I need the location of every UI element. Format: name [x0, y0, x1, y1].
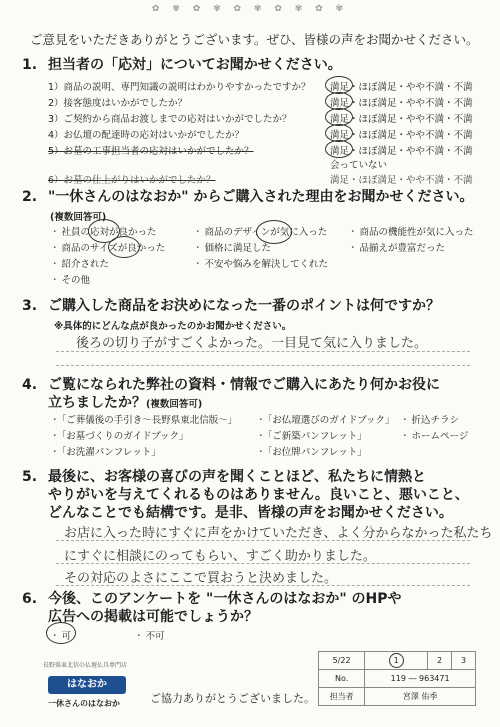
q2-note: (複数回答可)	[50, 212, 107, 223]
staff-label: 担当者	[319, 688, 365, 706]
q2-option: ・ その他	[50, 275, 91, 286]
q4-option: ・ 「お位牌パンフレット」	[256, 447, 367, 458]
q1-row-1: 1）商品の説明、専門知識の説明はわかりやすかったですか？ 満足・ほぼ満足・やや不満・不満	[48, 82, 473, 93]
q1-row-4: 4）お仏壇の配達時の応対はいかがでしたか？ 満足・ほぼ満足・やや不満・不満	[48, 130, 473, 141]
number-cell-1: 1	[365, 652, 428, 670]
question-1-title: 1. 担当者の「応対」についてお聞かせください。	[22, 57, 342, 73]
q2-option: ・ 社員の応対が良かった	[50, 227, 157, 238]
no-label: No.	[319, 670, 365, 688]
answer-line	[56, 351, 470, 352]
answer-circle-mark	[256, 220, 292, 244]
answer-line	[56, 540, 470, 541]
q4-option: ・ ホームページ	[400, 431, 469, 442]
intro-text: ご意見をいただきありがとうございます。ぜひ、皆様の声をお聞かせください。	[30, 32, 479, 47]
question-6-title: 6. 今後、このアンケートを "一休さんのはなおか" のHPや 広告への掲載は可能でしょうか？	[22, 591, 402, 625]
q2-option: ・ 品揃えが豊富だった	[348, 243, 446, 254]
staff-value: 宮澤 佑季	[365, 688, 476, 706]
q2-option: ・ 紹介された	[50, 259, 110, 270]
q5-handwritten-line-2: にすぐに相談にのってもらい、すごく助かりました。	[64, 549, 376, 564]
number-cell-2: 2	[428, 652, 452, 670]
q6-option-no: ・ 不可	[134, 631, 165, 642]
thanks-text: ご協力ありがとうございました。	[150, 692, 315, 705]
company-logo: 長野県東北信の仏壇仏具専門店 はなおか 一休さんのはなおか	[42, 662, 127, 708]
q1-row-3: 3）ご契約から商品お渡しまでの応対はいかがでしたか？ 満足・ほぼ満足・やや不満・不満	[48, 114, 473, 125]
answer-circle-mark	[325, 140, 353, 158]
question-4-title: 4. ご覧になられた弊社の資料・情報でご購入にあたり何かお役に 立ちましたか？(複数回答可)	[22, 377, 440, 411]
q1-row-5-extra: 会っていない	[330, 160, 388, 171]
q1-row-5: 5）お墓の工事担当者の応対はいかがでしたか？ 満足・ほぼ満足・やや不満・不満	[48, 146, 473, 157]
answer-line	[56, 365, 470, 366]
number-cell-3: 3	[452, 652, 476, 670]
q2-option: ・ 商品のデザインが気に入った	[193, 227, 328, 238]
answer-line	[56, 563, 470, 564]
q4-option: ・ 「お洗濯パンフレット」	[50, 447, 161, 458]
q2-option: ・ 商品のサイズが良かった	[50, 243, 166, 254]
q2-option: ・ 不安や悩みを解決してくれた	[193, 259, 329, 270]
answer-circle-mark	[108, 236, 140, 258]
q4-option: ・ 「ご葬儀後の手引き～長野県東北信版～」	[50, 415, 238, 426]
q2-option: ・ 商品の機能性が気に入った	[348, 227, 474, 238]
question-2-title: 2. "一休さんのはなおか" からご購入された理由をお聞かせください。	[22, 189, 474, 205]
q4-option: ・ 「お墓づくりのガイドブック」	[50, 431, 189, 442]
q1-row-6: 6）お墓の仕上がりはいかがでしたか？ 満足・ほぼ満足・やや不満・不満	[48, 175, 473, 186]
q5-handwritten-line-3: その対応のよさにここで買おうと決めました。	[64, 571, 338, 586]
q2-option: ・ 価格に満足した	[193, 243, 272, 254]
question-5-title: 5. 最後に、お客様の喜びの声を聞くことほど、私たちに情熱と やりがいを与えてくれるものはありません。良いこと、悪いこと、 どんなことでも結構です。是非、皆様の声をお聞かせください。	[22, 469, 469, 521]
q4-option: ・ 「ご新築パンフレット」	[256, 431, 367, 442]
answer-line	[56, 585, 470, 586]
q3-handwritten-answer: 後ろの切り子がすごくよかった。一目見て気に入りました。	[76, 336, 428, 351]
date-cell: 5/22	[319, 652, 365, 670]
q1-row-2: 2）接客態度はいかがでしたか？ 満足・ほぼ満足・やや不満・不満	[48, 98, 473, 109]
question-3-title: 3. ご購入した商品をお決めになった一番のポイントは何ですか？	[22, 298, 440, 314]
office-info-table	[318, 651, 476, 706]
q4-option: ・ 「お仏壇選びのガイドブック」	[256, 415, 395, 426]
q6-option-yes: ・ 可	[50, 631, 72, 642]
answer-circle-mark	[46, 622, 76, 644]
decorative-border: ✿ ✾ ✿ ✾ ✿ ✾ ✿ ✾ ✿ ✾	[151, 4, 349, 14]
q3-note: ※具体的にどんな点が良かったのかお聞かせください。	[54, 321, 292, 332]
q4-option: ・ 折込チラシ	[400, 415, 460, 426]
q5-handwritten-line-1: お店に入った時にすぐに声をかけていただき、よく分からなかった私たち	[64, 526, 493, 541]
no-value: 119 ― 963471	[365, 670, 476, 688]
